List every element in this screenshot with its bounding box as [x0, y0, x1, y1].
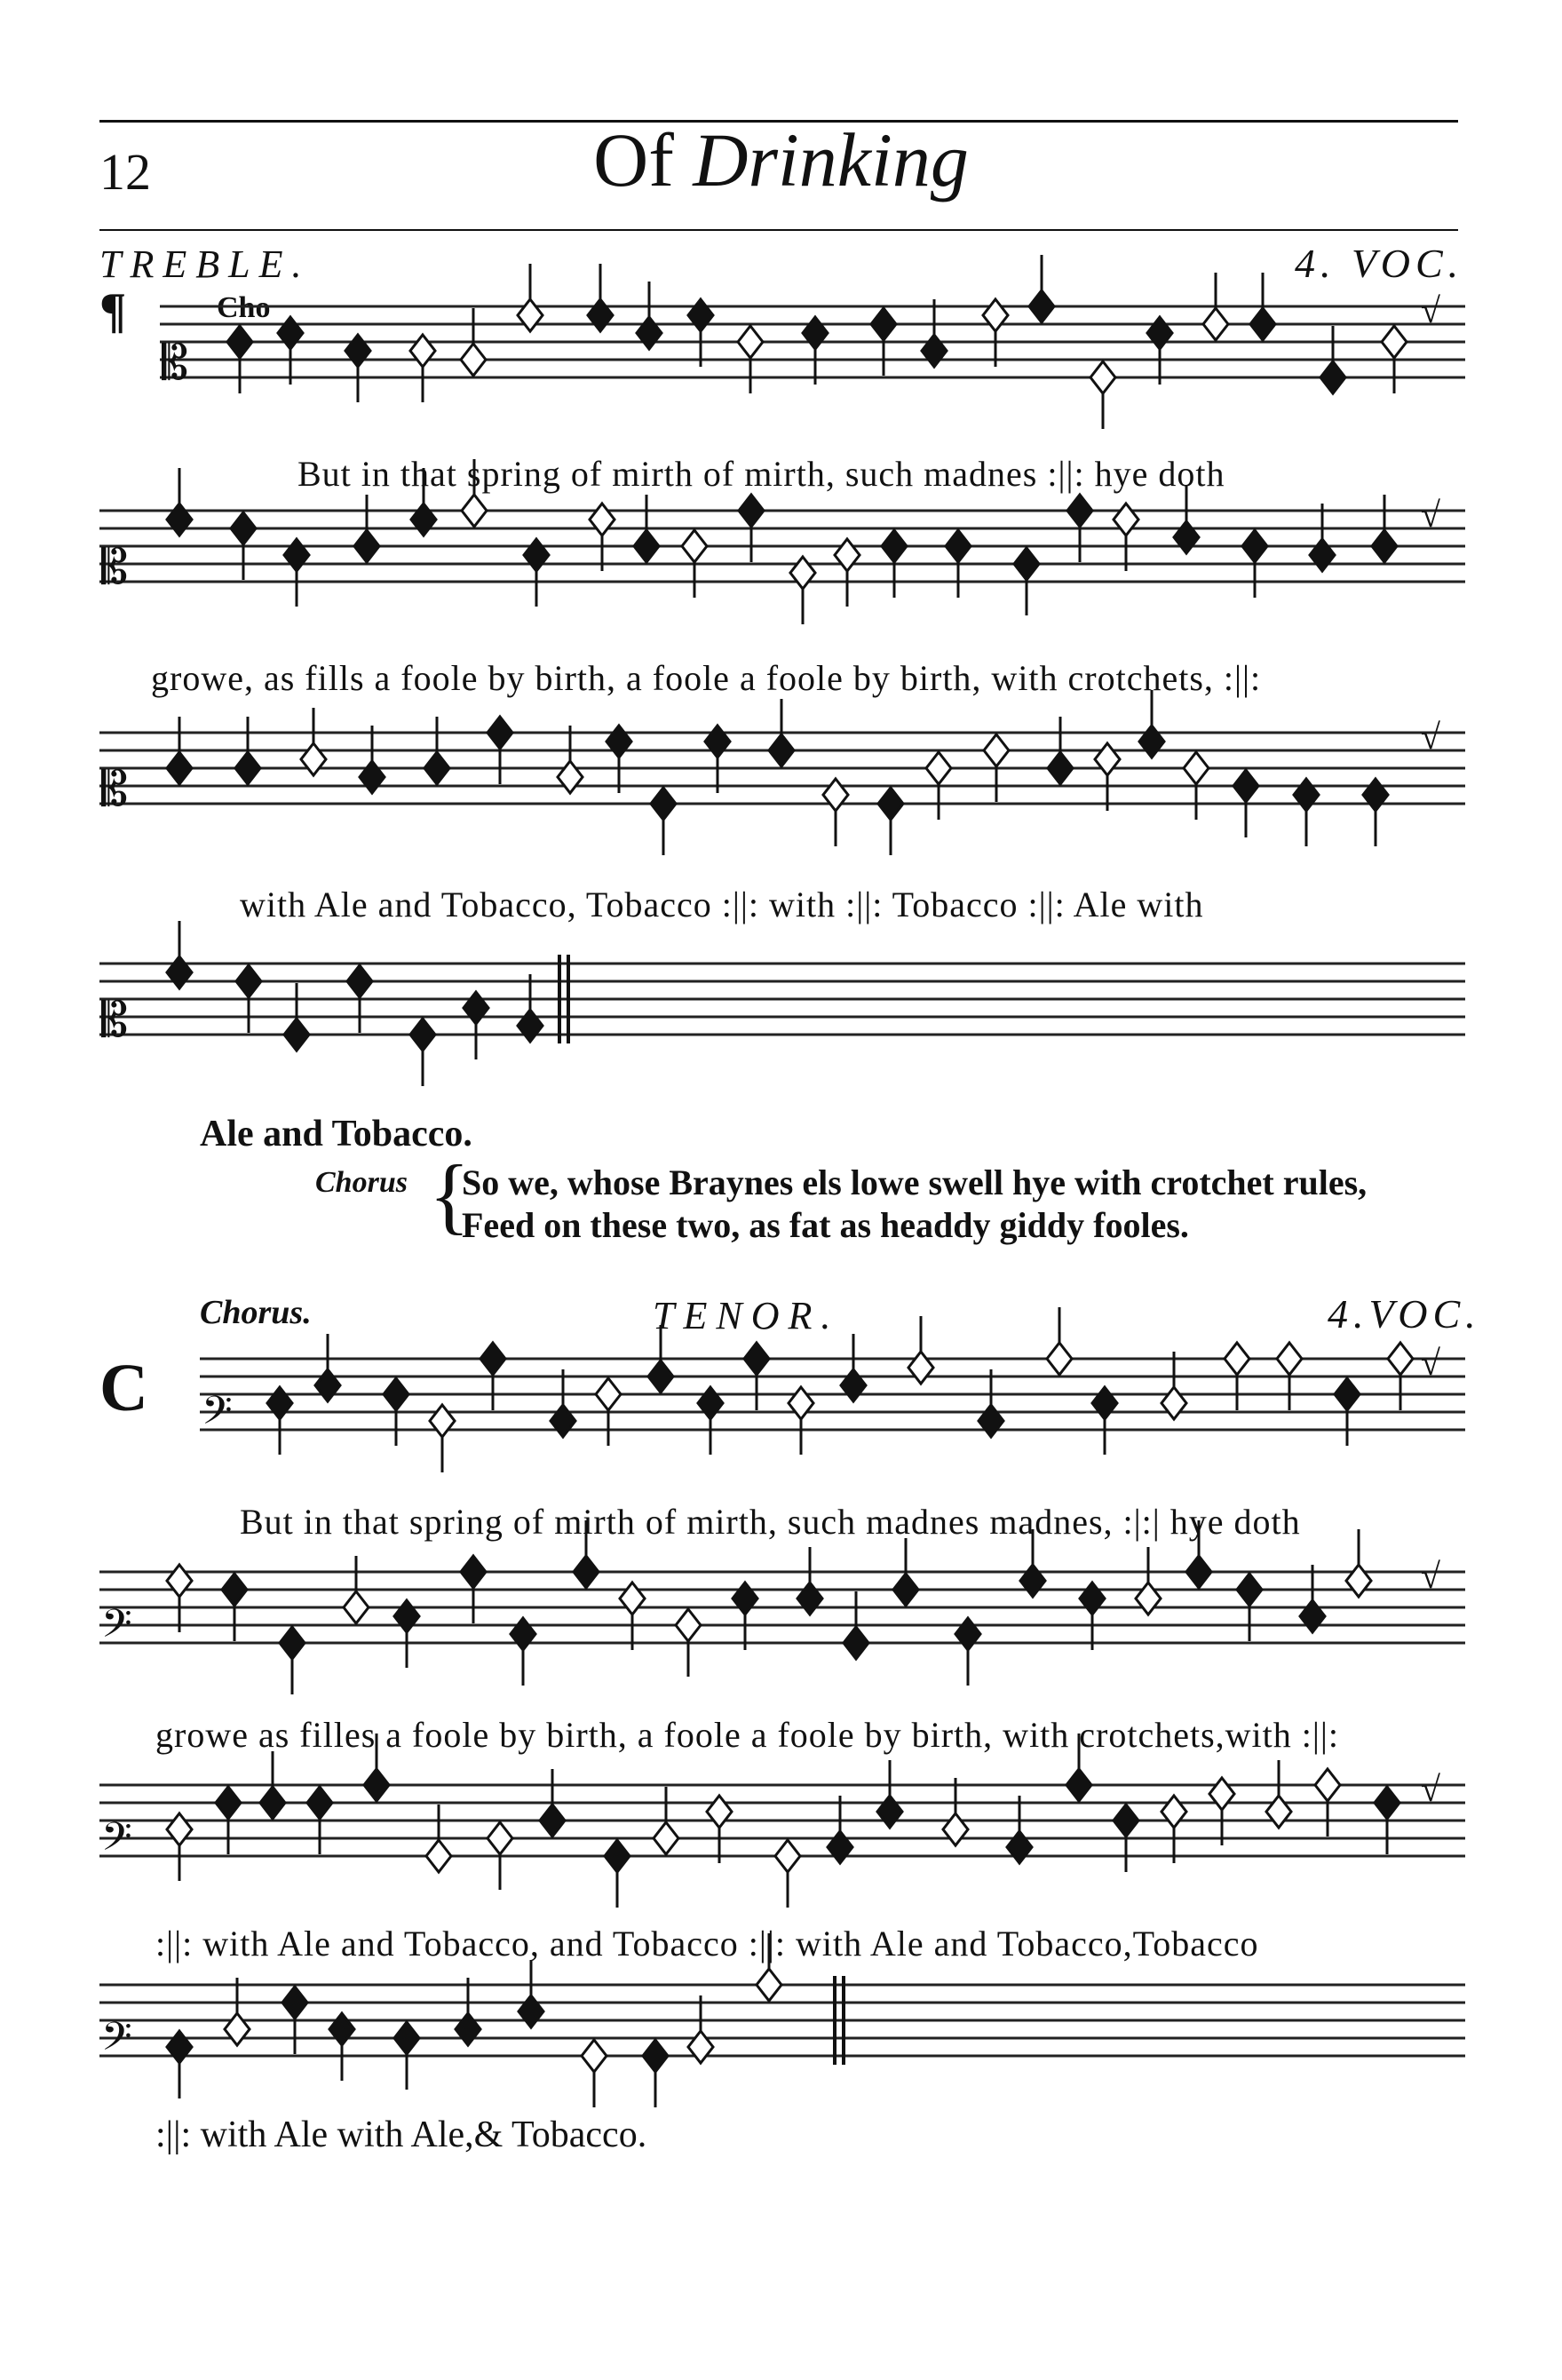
note-head [410, 1019, 435, 1051]
note-head [278, 317, 303, 349]
note-head [878, 788, 903, 820]
note-head [654, 1822, 678, 1854]
note-head [315, 1369, 340, 1401]
note-head [1136, 1583, 1161, 1614]
note-head [1266, 1796, 1291, 1828]
tenor-label: TENOR. [653, 1294, 840, 1337]
note-head [682, 530, 707, 562]
note-head [871, 308, 896, 340]
note-head [983, 299, 1008, 331]
note-head [511, 1618, 535, 1650]
note-head [698, 1387, 723, 1419]
note-head [1242, 530, 1267, 562]
note-head [430, 1405, 455, 1437]
header-rule [99, 229, 1458, 231]
note-head [590, 504, 614, 536]
note-head [540, 1805, 565, 1837]
note-head [707, 1796, 732, 1828]
note-head [634, 530, 659, 562]
note-head [893, 1574, 918, 1606]
note-head [1363, 779, 1388, 811]
chorus-line-2: Feed on these two, as fat as headdy giddy fooles. [462, 1205, 1189, 1245]
running-head [0, 115, 1562, 204]
note-head [524, 539, 549, 571]
note-head [236, 965, 261, 997]
note-head [841, 1369, 866, 1401]
running-head-title: Drinking [693, 117, 969, 202]
note-head [1209, 1778, 1234, 1810]
note-head [216, 1787, 241, 1819]
note-head [739, 495, 764, 527]
note-head [1147, 317, 1172, 349]
note-head [637, 317, 662, 349]
note-head [596, 1378, 621, 1410]
custos-mark: √ [1421, 717, 1440, 757]
note-head [676, 1609, 701, 1641]
note-head [464, 992, 488, 1024]
note-head [1029, 290, 1054, 322]
treble-cue: Cho [217, 291, 271, 324]
clef-mark: 𝄢 [101, 1815, 132, 1868]
note-head [284, 539, 309, 571]
note-head [651, 788, 676, 820]
note-head [844, 1627, 868, 1659]
note-head [307, 1787, 332, 1819]
note-head [301, 743, 326, 775]
note-head [984, 734, 1009, 766]
note-head [1237, 1574, 1262, 1606]
note-head [1277, 1343, 1302, 1375]
note-head [688, 2031, 713, 2063]
tenor-lyric-line-2: growe as filles a foole by birth, a foole a foole by birth, with crotchets,with :||: [155, 1715, 1340, 1755]
note-head [1203, 308, 1228, 340]
note-head [1080, 1583, 1105, 1614]
note-head [518, 1010, 543, 1042]
tenor-lyric-line-1: But in that spring of mirth of mirth, such madnes madnes, :|:| hye doth [240, 1502, 1301, 1542]
page-number: 12 [99, 143, 151, 201]
note-head [738, 326, 763, 358]
chorus-label: Chorus [315, 1166, 408, 1199]
note-head [582, 2040, 607, 2072]
note-head [1382, 326, 1407, 358]
custos-mark: √ [1421, 1769, 1440, 1809]
note-head [394, 2022, 419, 2054]
note-head [789, 1387, 813, 1419]
note-head [1047, 1343, 1072, 1375]
note-head [222, 1574, 247, 1606]
note-head [605, 1840, 630, 1872]
note-head [551, 1405, 575, 1437]
note-head [574, 1556, 599, 1588]
custos-mark: √ [1421, 290, 1440, 330]
note-head [1346, 1565, 1371, 1597]
note-head [167, 752, 192, 784]
note-head [828, 1831, 852, 1863]
note-head [643, 2040, 668, 2072]
note-head [1233, 770, 1258, 802]
treble-lyric-line-2: growe, as fills a foole by birth, a foole a foole by birth, with crotchets, :||: [151, 658, 1262, 698]
note-head [384, 1378, 408, 1410]
note-head [790, 557, 815, 589]
note-head [411, 504, 436, 536]
note-head [1320, 361, 1345, 393]
note-head [344, 1591, 369, 1623]
note-head [1014, 548, 1039, 580]
note-head [231, 512, 256, 544]
note-head [1225, 1343, 1249, 1375]
clef-mark: 𝄡 [101, 994, 129, 1047]
note-head [456, 2013, 480, 2045]
note-head [688, 299, 713, 331]
clef-mark: 𝄢 [101, 1602, 132, 1655]
note-head [823, 779, 848, 811]
custos-mark: √ [1421, 1343, 1440, 1383]
chorus-line-1: So we, whose Braynes els lowe swell hye with crotchet rules, [462, 1162, 1368, 1202]
note-head [354, 530, 379, 562]
note-head [394, 1600, 419, 1632]
note-head [926, 752, 951, 784]
tenor-voc: 4.VOC. [1328, 1291, 1481, 1337]
note-head [803, 317, 828, 349]
note-head [1184, 752, 1209, 784]
note-head [1162, 1796, 1186, 1828]
running-head-prefix: Of [593, 117, 694, 202]
note-head [167, 1813, 192, 1845]
note-head [648, 1361, 673, 1392]
note-head [1066, 1769, 1091, 1801]
note-head [1300, 1600, 1325, 1632]
note-head [1294, 779, 1319, 811]
note-head [607, 726, 631, 758]
note-head [360, 761, 385, 793]
note-head [410, 335, 435, 367]
tenor-ending: :||: with Ale with Ale,& Tobacco. [155, 2114, 647, 2155]
note-head [775, 1840, 800, 1872]
note-head [1372, 530, 1397, 562]
note-head [480, 1343, 505, 1375]
note-head [167, 1565, 192, 1597]
decorated-initial: C [99, 1351, 148, 1425]
tenor-chorus-label: Chorus. [200, 1294, 312, 1331]
note-head [461, 1556, 486, 1588]
note-head [519, 1995, 543, 2027]
note-head [1310, 539, 1335, 571]
clef-mark: 𝄡 [162, 337, 189, 390]
note-head [267, 1387, 292, 1419]
note-head [167, 956, 192, 988]
note-head [1048, 752, 1073, 784]
note-head [835, 539, 860, 571]
note-head [345, 335, 370, 367]
note-head [1007, 1831, 1032, 1863]
note-head [733, 1583, 757, 1614]
note-head [979, 1405, 1003, 1437]
note-head [1186, 1556, 1211, 1588]
note-head [329, 2013, 354, 2045]
note-head [167, 504, 192, 536]
note-head [1095, 743, 1120, 775]
note-head [424, 752, 449, 784]
note-head [488, 717, 512, 749]
note-head [282, 1987, 307, 2019]
note-head [167, 2031, 192, 2063]
treble-voc: 4. VOC. [1295, 241, 1464, 286]
note-head [943, 1813, 968, 1845]
clef-mark: 𝄡 [101, 763, 129, 816]
note-head [260, 1787, 285, 1819]
custos-mark: √ [1421, 495, 1440, 535]
note-head [946, 530, 971, 562]
note-head [1375, 1787, 1399, 1819]
note-head [882, 530, 907, 562]
note-head [620, 1583, 645, 1614]
custos-mark: √ [1421, 1556, 1440, 1596]
note-head [235, 752, 260, 784]
treble-lyric-line-3: with Ale and Tobacco, Tobacco :||: with :||: Tobacco :||: Ale with [240, 885, 1204, 924]
note-head [227, 326, 252, 358]
note-head [1174, 521, 1199, 553]
note-head [558, 761, 583, 793]
note-head [797, 1583, 822, 1614]
note-head [426, 1840, 451, 1872]
note-head [1114, 1805, 1138, 1837]
note-head [1092, 1387, 1117, 1419]
note-head [1250, 308, 1275, 340]
note-head [705, 726, 730, 758]
note-head [364, 1769, 389, 1801]
note-head [955, 1618, 980, 1650]
note-head [347, 965, 372, 997]
note-head [769, 734, 794, 766]
note-head [922, 335, 947, 367]
note-head [1067, 495, 1092, 527]
tenor-lyric-line-3: :||: with Ale and Tobacco, and Tobacco :||: with Ale and Tobacco,Tobacco [155, 1924, 1259, 1964]
note-head [488, 1822, 512, 1854]
note-head [1020, 1565, 1045, 1597]
note-head [757, 1969, 781, 2001]
note-head [877, 1796, 902, 1828]
note-head [280, 1627, 305, 1659]
note-head [284, 1019, 309, 1051]
note-head [744, 1343, 769, 1375]
clef-mark: 𝄡 [101, 541, 129, 594]
chorus-brace: { [429, 1147, 471, 1242]
treble-label: TREBLE. [99, 242, 311, 286]
note-head [462, 495, 487, 527]
note-head [1388, 1343, 1413, 1375]
treble-lyric-line-1: But in that spring of mirth of mirth, such madnes :||: hye doth [297, 454, 1225, 494]
note-head [1162, 1387, 1186, 1419]
note-head [588, 299, 613, 331]
note-head [518, 299, 543, 331]
clef-mark: 𝄢 [202, 1389, 233, 1442]
note-head [1114, 504, 1138, 536]
note-head [908, 1352, 933, 1384]
note-head [1315, 1769, 1340, 1801]
pilcrow-mark: ¶ [99, 283, 127, 338]
note-head [461, 344, 486, 376]
note-head [225, 2013, 250, 2045]
note-head [1090, 361, 1115, 393]
treble-ending: Ale and Tobacco. [200, 1114, 472, 1154]
note-head [1139, 726, 1164, 758]
clef-mark: 𝄢 [101, 2015, 132, 2068]
note-head [1335, 1378, 1360, 1410]
